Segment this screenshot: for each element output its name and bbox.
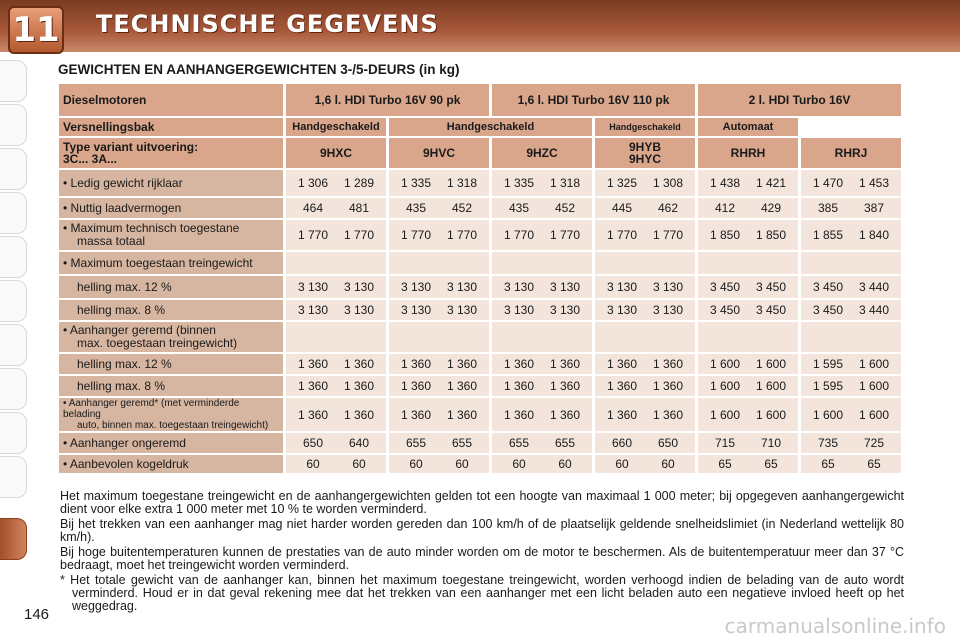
- row-label-line: • Aanbevolen kogeldruk: [63, 456, 189, 471]
- cell-value: 3 130: [606, 280, 638, 294]
- row-label-line: helling max. 8 %: [77, 378, 166, 393]
- chapter-tab[interactable]: [0, 104, 27, 146]
- table-row: [59, 300, 901, 320]
- chapter-tab[interactable]: [0, 280, 27, 322]
- cell-value: 1 421: [755, 176, 787, 190]
- value-cell: [389, 220, 489, 250]
- type-header: [595, 138, 695, 168]
- value-cell: [698, 198, 798, 218]
- value-cell: [801, 300, 901, 320]
- chapter-tab[interactable]: [0, 368, 27, 410]
- cell-value: 1 600: [858, 407, 890, 422]
- value-cell: [389, 398, 489, 431]
- cell-value: 1 360: [446, 357, 478, 371]
- cell-value: 3 130: [400, 280, 432, 294]
- value-cell: [801, 170, 901, 196]
- value-cell: [286, 170, 386, 196]
- value-cell: [492, 354, 592, 374]
- cell-value: 1 770: [606, 228, 638, 242]
- value-cell: [492, 300, 592, 320]
- value-cell: [595, 198, 695, 218]
- engine-header: 2 l. HDI Turbo 16V: [698, 84, 901, 116]
- cell-value: 1 600: [709, 357, 741, 371]
- cell-value: 3 450: [755, 303, 787, 317]
- cell-value: 3 450: [709, 280, 741, 294]
- table-row: [59, 455, 901, 473]
- value-cell: [698, 376, 798, 396]
- cell-value: 3 130: [400, 303, 432, 317]
- value-cell: [698, 433, 798, 453]
- value-cell: [389, 455, 489, 473]
- cell-value: 1 840: [858, 228, 890, 242]
- cell-value: 429: [760, 201, 782, 215]
- cell-value: 1 360: [400, 357, 432, 371]
- type-header-line: 9HYB: [628, 140, 661, 154]
- cell-value: 1 360: [549, 357, 581, 371]
- cell-value: 65: [718, 457, 732, 471]
- cell-value: 655: [554, 436, 576, 450]
- gearbox-header: Handgeschakeld: [595, 118, 695, 136]
- cell-value: 452: [554, 201, 576, 215]
- cell-value: 1 600: [812, 407, 844, 422]
- chapter-number-badge: 11: [8, 6, 64, 54]
- cell-value: 3 450: [812, 280, 844, 294]
- value-cell: [286, 276, 386, 298]
- row-label-line: auto, binnen max. toegestaan treingewicht): [77, 420, 269, 431]
- cell-value: 60: [352, 457, 366, 471]
- cell-value: 1 360: [343, 407, 375, 422]
- cell-value: 1 470: [812, 176, 844, 190]
- value-cell: [801, 376, 901, 396]
- cell-value: 1 855: [812, 228, 844, 242]
- chapter-tab[interactable]: [0, 324, 27, 366]
- cell-value: 1 360: [343, 357, 375, 371]
- cell-value: 650: [302, 436, 324, 450]
- cell-value: 1 308: [652, 176, 684, 190]
- cell-value: 1 438: [709, 176, 741, 190]
- type-header: RHRH: [698, 138, 798, 168]
- value-cell: [286, 252, 386, 274]
- cell-value: 1 770: [549, 228, 581, 242]
- cell-value: 3 130: [297, 303, 329, 317]
- cell-value: 385: [817, 201, 839, 215]
- page-number: 146: [24, 606, 50, 623]
- cell-value: 1 850: [709, 228, 741, 242]
- value-cell: [389, 354, 489, 374]
- value-cell: [801, 322, 901, 352]
- cell-value: 710: [760, 436, 782, 450]
- cell-value: 1 600: [709, 379, 741, 393]
- value-cell: [492, 376, 592, 396]
- cell-value: 1 770: [343, 228, 375, 242]
- table-row: [59, 276, 901, 298]
- row-label-line: helling max. 12 %: [77, 356, 172, 371]
- type-header: RHRJ: [801, 138, 901, 168]
- cell-value: 3 130: [446, 280, 478, 294]
- value-cell: [492, 252, 592, 274]
- value-cell: [698, 300, 798, 320]
- row-label: [59, 398, 283, 431]
- row-label: [59, 276, 283, 298]
- chapter-tab-active[interactable]: [0, 518, 27, 560]
- value-cell: [389, 252, 489, 274]
- chapter-tab[interactable]: [0, 148, 27, 190]
- value-cell: [801, 252, 901, 274]
- row-label: [59, 433, 283, 453]
- cell-value: 1 600: [858, 379, 890, 393]
- engine-label: Dieselmotoren: [59, 84, 283, 116]
- cell-value: 3 130: [503, 303, 535, 317]
- cell-value: 1 600: [709, 407, 741, 422]
- value-cell: [595, 170, 695, 196]
- value-cell: [698, 252, 798, 274]
- cell-value: 1 325: [606, 176, 638, 190]
- note-paragraph: Bij hoge buitentemperaturen kunnen de prestaties van de auto minder worden om de motor te beschermen. Als de buitentemperatuur meer dan 37 °C bedraagt, moet het treingewicht worden verminderd.: [60, 545, 904, 572]
- value-cell: [595, 300, 695, 320]
- table-body: [59, 170, 901, 473]
- note-footnote: * Het totale gewicht van de aanhanger kan, binnen het maximum toegestane treingewicht, worden verhoogd indien de belading van de auto wordt verminderd. Houd er in dat geval rekening mee dat het trekken van een aanhanger met een licht beladen auto een negatieve invloed heeft op het weggedrag.: [60, 573, 904, 613]
- cell-value: 1 600: [755, 357, 787, 371]
- cell-value: 462: [657, 201, 679, 215]
- gearbox-header: Automaat: [698, 118, 798, 136]
- cell-value: 1 360: [297, 407, 329, 422]
- value-cell: [801, 455, 901, 473]
- cell-value: 1 360: [503, 357, 535, 371]
- type-label: [59, 138, 283, 168]
- table-row: [59, 398, 901, 431]
- weights-table: [56, 82, 904, 475]
- table-row: [59, 220, 901, 250]
- cell-value: 1 360: [606, 379, 638, 393]
- cell-value: 60: [455, 457, 469, 471]
- cell-value: 3 450: [755, 280, 787, 294]
- row-label-line: • Aanhanger geremd (binnen: [63, 323, 216, 337]
- cell-value: 60: [409, 457, 423, 471]
- cell-value: 1 770: [400, 228, 432, 242]
- type-label-line: Type variant uitvoering:: [63, 140, 199, 154]
- row-label: [59, 455, 283, 473]
- cell-value: 3 450: [709, 303, 741, 317]
- value-cell: [595, 376, 695, 396]
- table-row: [59, 433, 901, 453]
- cell-value: 1 600: [858, 357, 890, 371]
- cell-value: 1 360: [549, 407, 581, 422]
- cell-value: 3 450: [812, 303, 844, 317]
- row-label-line: • Maximum toegestaan treingewicht: [63, 255, 253, 270]
- cell-value: 3 130: [297, 280, 329, 294]
- note-paragraph: Bij het trekken van een aanhanger mag niet harder worden gereden dan 100 km/h of de plaatselijk geldende snelheidslimiet (in Nederland wettelijk 80 km/h).: [60, 517, 904, 544]
- type-header-line: 9HYC: [628, 152, 661, 166]
- value-cell: [801, 398, 901, 431]
- value-cell: [595, 252, 695, 274]
- cell-value: 1 360: [503, 379, 535, 393]
- cell-value: 1 360: [652, 407, 684, 422]
- cell-value: 640: [348, 436, 370, 450]
- cell-value: 655: [451, 436, 473, 450]
- row-label: [59, 376, 283, 396]
- cell-value: 65: [867, 457, 881, 471]
- cell-value: 65: [764, 457, 778, 471]
- value-cell: [801, 354, 901, 374]
- chapter-tab[interactable]: [0, 236, 27, 278]
- chapter-tab[interactable]: [0, 412, 27, 454]
- cell-value: 1 360: [297, 379, 329, 393]
- value-cell: [698, 170, 798, 196]
- value-cell: [801, 276, 901, 298]
- value-cell: [801, 220, 901, 250]
- value-cell: [595, 398, 695, 431]
- cell-value: 1 318: [446, 176, 478, 190]
- cell-value: 60: [512, 457, 526, 471]
- cell-value: 3 130: [549, 303, 581, 317]
- value-cell: [492, 276, 592, 298]
- value-cell: [595, 220, 695, 250]
- value-cell: [492, 433, 592, 453]
- cell-value: 435: [508, 201, 530, 215]
- row-label-line: helling max. 12 %: [77, 279, 172, 294]
- value-cell: [286, 198, 386, 218]
- cell-value: 60: [306, 457, 320, 471]
- value-cell: [698, 220, 798, 250]
- section-title: GEWICHTEN EN AANHANGERGEWICHTEN 3-/5-DEURS (in kg): [58, 62, 460, 77]
- value-cell: [595, 276, 695, 298]
- value-cell: [286, 300, 386, 320]
- value-cell: [492, 198, 592, 218]
- gearbox-header: Handgeschakeld: [389, 118, 592, 136]
- cell-value: 464: [302, 201, 324, 215]
- value-cell: [286, 398, 386, 431]
- table-row: [59, 252, 901, 274]
- watermark: carmanualsonline.info: [724, 614, 946, 638]
- value-cell: [492, 455, 592, 473]
- cell-value: 435: [405, 201, 427, 215]
- value-cell: [286, 433, 386, 453]
- row-label-line: • Nuttig laadvermogen: [63, 200, 182, 215]
- table-row: [59, 322, 901, 352]
- cell-value: 3 130: [503, 280, 535, 294]
- cell-value: 3 130: [606, 303, 638, 317]
- chapter-tab[interactable]: [0, 60, 27, 102]
- cell-value: 1 770: [503, 228, 535, 242]
- gearbox-header: Handgeschakeld: [286, 118, 386, 136]
- cell-value: 1 595: [812, 357, 844, 371]
- cell-value: 725: [863, 436, 885, 450]
- type-header: 9HVC: [389, 138, 489, 168]
- row-label-line: helling max. 8 %: [77, 302, 166, 317]
- value-cell: [389, 300, 489, 320]
- cell-value: 660: [611, 436, 633, 450]
- value-cell: [286, 376, 386, 396]
- cell-value: 452: [451, 201, 473, 215]
- cell-value: 1 595: [812, 379, 844, 393]
- cell-value: 1 600: [755, 379, 787, 393]
- value-cell: [595, 322, 695, 352]
- cell-value: 3 440: [858, 280, 890, 294]
- cell-value: 3 130: [343, 280, 375, 294]
- value-cell: [698, 354, 798, 374]
- cell-value: 3 130: [549, 280, 581, 294]
- cell-value: 1 600: [755, 407, 787, 422]
- table-row: [59, 198, 901, 218]
- row-label-line: massa totaal: [77, 234, 146, 248]
- cell-value: 1 360: [343, 379, 375, 393]
- row-label: [59, 322, 283, 352]
- value-cell: [389, 198, 489, 218]
- row-label: [59, 252, 283, 274]
- cell-value: 412: [714, 201, 736, 215]
- value-cell: [492, 398, 592, 431]
- cell-value: 1 453: [858, 176, 890, 190]
- value-cell: [595, 433, 695, 453]
- cell-value: 65: [821, 457, 835, 471]
- row-label: [59, 220, 283, 250]
- row-label-line: • Maximum technisch toegestane: [63, 221, 240, 235]
- row-label: [59, 354, 283, 374]
- value-cell: [492, 322, 592, 352]
- cell-value: 735: [817, 436, 839, 450]
- cell-value: 3 130: [652, 280, 684, 294]
- value-cell: [698, 276, 798, 298]
- cell-value: 1 289: [343, 176, 375, 190]
- cell-value: 387: [863, 201, 885, 215]
- cell-value: 60: [615, 457, 629, 471]
- value-cell: [389, 433, 489, 453]
- page-title: TECHNISCHE GEGEVENS: [96, 10, 439, 38]
- cell-value: 3 130: [446, 303, 478, 317]
- cell-value: 1 360: [400, 379, 432, 393]
- cell-value: 1 360: [446, 379, 478, 393]
- value-cell: [698, 322, 798, 352]
- row-label-line: • Aanhanger ongeremd: [63, 435, 186, 450]
- cell-value: 445: [611, 201, 633, 215]
- table-row: [59, 376, 901, 396]
- cell-value: 481: [348, 201, 370, 215]
- cell-value: 3 130: [652, 303, 684, 317]
- row-label-line: • Aanhanger geremd* (met verminderde belading: [63, 398, 240, 420]
- cell-value: 60: [558, 457, 572, 471]
- cell-value: 650: [657, 436, 679, 450]
- value-cell: [389, 276, 489, 298]
- cell-value: 1 360: [606, 357, 638, 371]
- engine-header: 1,6 l. HDI Turbo 16V 90 pk: [286, 84, 489, 116]
- row-label: [59, 170, 283, 196]
- cell-value: 655: [405, 436, 427, 450]
- cell-value: 1 318: [549, 176, 581, 190]
- value-cell: [286, 322, 386, 352]
- cell-value: 1 360: [503, 407, 535, 422]
- cell-value: 1 770: [446, 228, 478, 242]
- value-cell: [698, 455, 798, 473]
- cell-value: 1 335: [400, 176, 432, 190]
- chapter-tab[interactable]: [0, 456, 27, 498]
- cell-value: 1 770: [297, 228, 329, 242]
- row-label: [59, 198, 283, 218]
- row-label-line: max. toegestaan treingewicht): [77, 336, 238, 350]
- chapter-tabs: [0, 60, 30, 580]
- cell-value: 1 306: [297, 176, 329, 190]
- cell-value: 1 360: [446, 407, 478, 422]
- value-cell: [492, 220, 592, 250]
- row-label: [59, 300, 283, 320]
- type-label-line: 3C... 3A...: [63, 152, 118, 166]
- cell-value: 1 360: [606, 407, 638, 422]
- cell-value: 1 360: [549, 379, 581, 393]
- value-cell: [801, 433, 901, 453]
- notes: [60, 490, 904, 615]
- value-cell: [492, 170, 592, 196]
- table-row: [59, 354, 901, 374]
- type-header: 9HZC: [492, 138, 592, 168]
- value-cell: [286, 354, 386, 374]
- chapter-tab[interactable]: [0, 192, 27, 234]
- table-row: [59, 170, 901, 196]
- cell-value: 1 360: [652, 357, 684, 371]
- value-cell: [389, 170, 489, 196]
- cell-value: 60: [661, 457, 675, 471]
- cell-value: 715: [714, 436, 736, 450]
- value-cell: [595, 354, 695, 374]
- value-cell: [801, 198, 901, 218]
- value-cell: [286, 220, 386, 250]
- cell-value: 1 360: [297, 357, 329, 371]
- gearbox-label: Versnellingsbak: [59, 118, 283, 136]
- value-cell: [286, 455, 386, 473]
- engine-header: 1,6 l. HDI Turbo 16V 110 pk: [492, 84, 695, 116]
- row-label-line: • Ledig gewicht rijklaar: [63, 175, 183, 190]
- note-paragraph: Het maximum toegestane treingewicht en de aanhangergewichten gelden tot een hoogte van maximaal 1 000 meter; bij opgegeven aanhangergewicht dient voor elke extra 1 000 meter met 10 % te worden verminderd.: [60, 489, 904, 516]
- type-header: 9HXC: [286, 138, 386, 168]
- cell-value: 655: [508, 436, 530, 450]
- cell-value: 3 130: [343, 303, 375, 317]
- cell-value: 1 360: [652, 379, 684, 393]
- value-cell: [595, 455, 695, 473]
- value-cell: [698, 398, 798, 431]
- value-cell: [389, 376, 489, 396]
- cell-value: 3 440: [858, 303, 890, 317]
- cell-value: 1 360: [400, 407, 432, 422]
- value-cell: [389, 322, 489, 352]
- cell-value: 1 850: [755, 228, 787, 242]
- cell-value: 1 770: [652, 228, 684, 242]
- cell-value: 1 335: [503, 176, 535, 190]
